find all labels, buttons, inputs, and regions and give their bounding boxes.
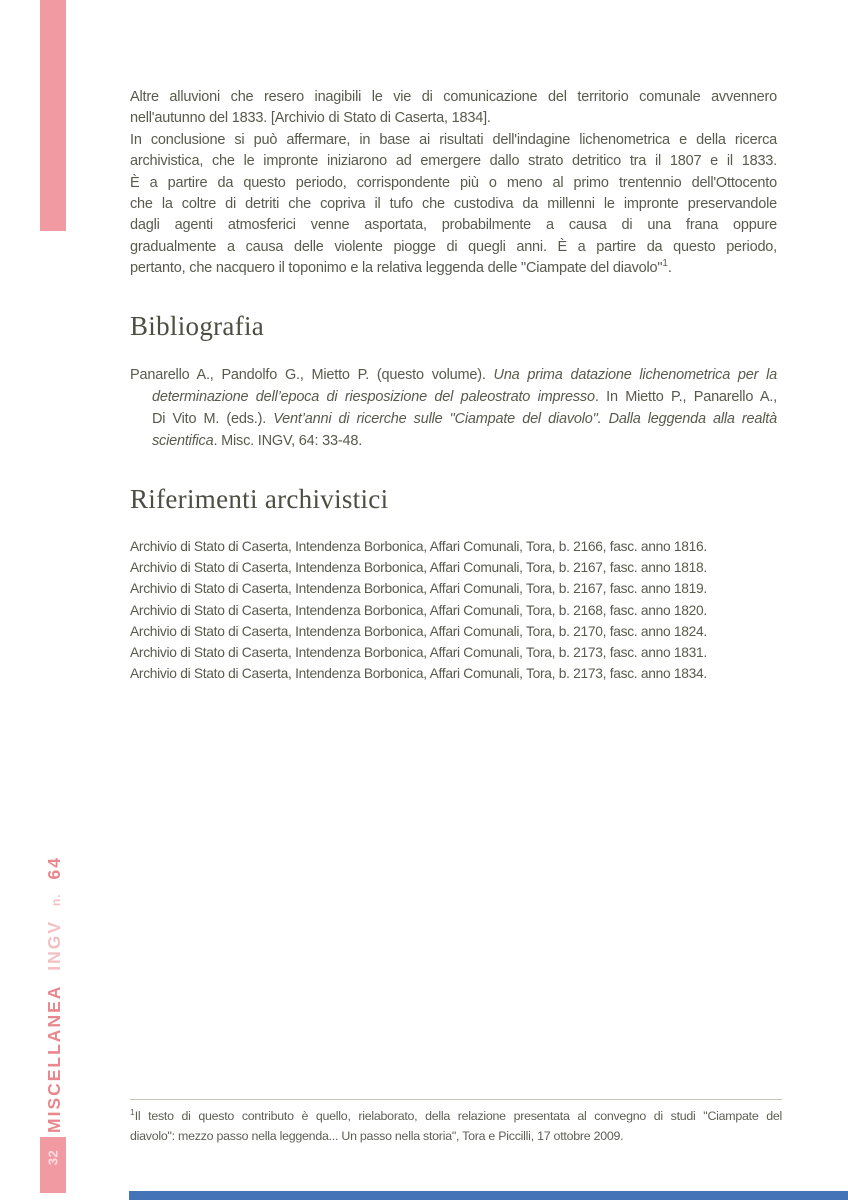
main-text-column	[130, 87, 777, 685]
text-line: In conclusione si può affermare, in base ai risultati dell'indagine lichenometrica e della ricerca	[130, 131, 777, 148]
text-line: archivistica, che le impronte iniziarono ad emergere dallo strato detritico tra il 1807 e il 1833.	[130, 153, 777, 170]
text-line: scientifica. Misc. INGV, 64: 33-48.	[152, 432, 363, 449]
institute-label: INGV	[44, 919, 64, 971]
body-paragraph	[130, 87, 777, 130]
text-line: Archivio di Stato di Caserta, Intendenza Borbonica, Affari Comunali, Tora, b. 2168, fasc. anno 1820.	[130, 602, 707, 618]
issue-prefix-label: n.	[49, 893, 63, 907]
bibliography-heading: Bibliografia	[130, 310, 265, 341]
text-line: Archivio di Stato di Caserta, Intendenza Borbonica, Affari Comunali, Tora, b. 2173, fasc. anno 1834.	[130, 666, 707, 682]
bibliography-entry	[130, 364, 777, 452]
journal-title-label: MISCELLANEA	[44, 984, 64, 1133]
text-line: Archivio di Stato di Caserta, Intendenza Borbonica, Affari Comunali, Tora, b. 2167, fasc. anno 1819.	[130, 581, 707, 597]
text-line: Altre alluvioni che resero inagibili le vie di comunicazione del territorio comunale avvennero	[130, 89, 777, 105]
archival-references-heading: Riferimenti archivistici	[130, 483, 389, 514]
text-line: Di Vito M. (eds.). Vent’anni di ricerche sulle "Ciampate del diavolo". Dalla leggenda alla realtà	[152, 410, 777, 427]
text-line: Archivio di Stato di Caserta, Intendenza Borbonica, Affari Comunali, Tora, b. 2173, fasc. anno 1831.	[130, 645, 707, 661]
archival-reference-list	[130, 536, 777, 685]
text-line: Archivio di Stato di Caserta, Intendenza Borbonica, Affari Comunali, Tora, b. 2170, fasc. anno 1824.	[130, 623, 707, 639]
journal-spine-label	[42, 856, 68, 1133]
page-number-badge	[40, 1137, 66, 1193]
text-line: Archivio di Stato di Caserta, Intendenza Borbonica, Affari Comunali, Tora, b. 2166, fasc. anno 1816.	[130, 538, 707, 554]
top-accent-bar	[40, 0, 66, 231]
text-line: diavolo": mezzo passo nella leggenda... Un passo nella storia", Tora e Piccilli, 17 ottobre 2009.	[130, 1128, 624, 1143]
text-line: È a partire da questo periodo, corrispondente più o meno al primo trentennio dell'Ottocento	[130, 174, 777, 191]
text-line: pertanto, che nacquero il toponimo e la relativa leggenda delle "Ciampate del diavolo"$^1$.	[130, 258, 672, 277]
body-paragraph	[130, 130, 777, 280]
text-line: nell'autunno del 1833. [Archivio di Stato di Caserta, 1834].	[130, 110, 491, 127]
page-number: 32	[45, 1149, 61, 1166]
text-line: determinazione dell’epoca di riesposizione del paleostrato impresso. In Mietto P., Panarello A.,	[152, 388, 777, 405]
text-line: gradualmente a causa delle violente piogge di quegli anni. È a partire da questo periodo,	[130, 238, 777, 255]
text-line: dagli agenti atmosferici venne asportata, probabilmente a causa di una frana oppure	[130, 217, 777, 234]
text-line: Panarello A., Pandolfo G., Mietto P. (questo volume). Una prima datazione lichenometrica per la	[130, 366, 777, 383]
issue-number-label: 64	[44, 856, 64, 880]
text-line: che la coltre di detriti che copriva il tufo che custodiva da millenni le impronte preservandole	[130, 196, 777, 213]
text-line: Archivio di Stato di Caserta, Intendenza Borbonica, Affari Comunali, Tora, b. 2167, fasc. anno 1818.	[130, 559, 707, 575]
footnote	[130, 1099, 782, 1146]
bottom-accent-bar	[129, 1191, 848, 1200]
text-line: $^1$Il testo di questo contributo è quello, rielaborato, della relazione presentata al convegno di studi "Ciampate del	[130, 1106, 782, 1123]
